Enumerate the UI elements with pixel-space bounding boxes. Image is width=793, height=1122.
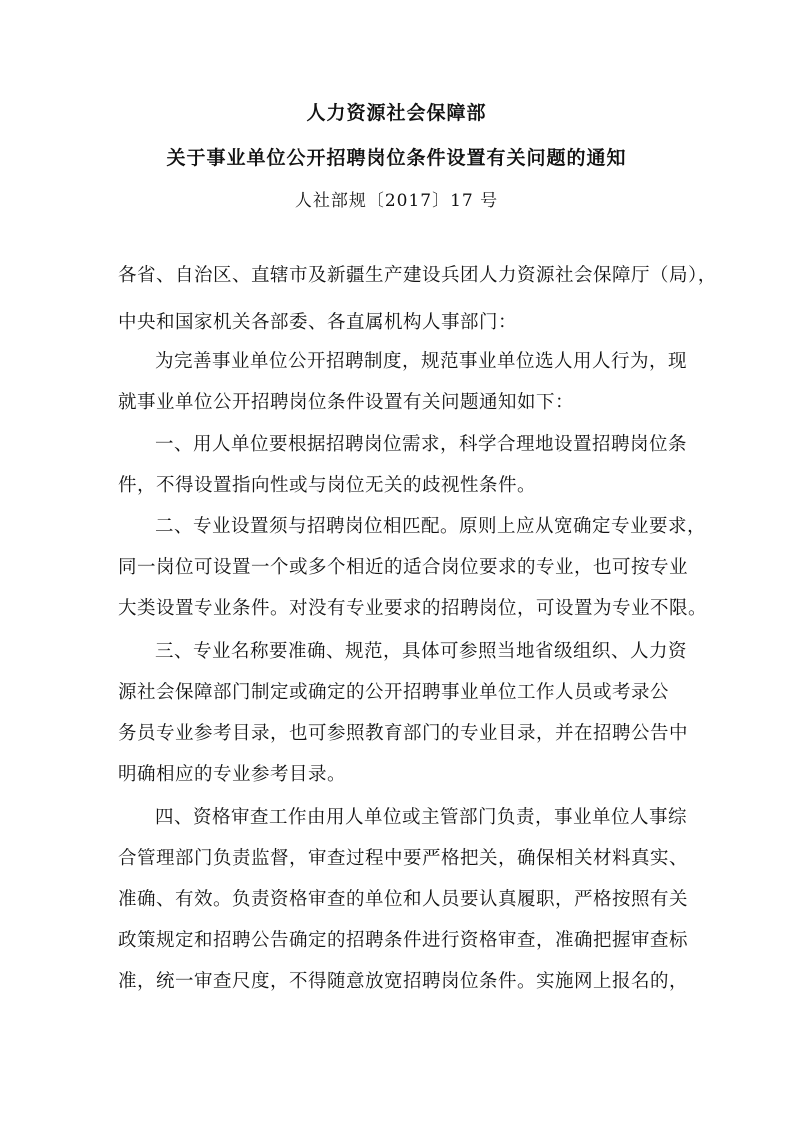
paragraph-line: 同一岗位可设置一个或多个相近的适合岗位要求的专业，也可按专业	[118, 557, 689, 578]
paragraph-line: 准，统一审查尺度，不得随意放宽招聘岗位条件。实施网上报名的，	[118, 971, 689, 992]
paragraph-line: 四、资格审查工作由用人单位或主管部门负责，事业单位人事综	[155, 807, 688, 828]
paragraph-line: 二、专业设置须与招聘岗位相匹配。原则上应从宽确定专业要求，	[155, 516, 707, 537]
paragraph-line: 准确、有效。负责资格审查的单位和人员要认真履职，严格按照有关	[118, 889, 689, 910]
paragraph-line: 大类设置专业条件。对没有专业要求的招聘岗位，可设置为专业不限。	[118, 598, 708, 619]
paragraph-line: 务员专业参考目录，也可参照教育部门的专业目录，并在招聘公告中	[118, 723, 689, 744]
document-title-line-1: 人力资源社会保障部	[306, 102, 487, 124]
paragraph-line: 政策规定和招聘公告确定的招聘条件进行资格审查，准确把握审查标	[118, 930, 689, 951]
salutation-line: 中央和国家机关各部委、各直属机构人事部门：	[118, 312, 518, 333]
paragraph-line: 就事业单位公开招聘岗位条件设置有关问题通知如下：	[118, 392, 575, 413]
paragraph-line: 三、专业名称要准确、规范，具体可参照当地省级组织、人力资	[155, 641, 688, 662]
paragraph-line: 明确相应的专业参考目录。	[118, 764, 347, 785]
document-number: 人社部规〔2017〕17 号	[294, 191, 499, 211]
salutation-line: 各省、自治区、直辖市及新疆生产建设兵团人力资源社会保障厅（局），	[118, 265, 717, 286]
paragraph-line: 件，不得设置指向性或与岗位无关的歧视性条件。	[118, 475, 537, 496]
paragraph-line: 一、用人单位要根据招聘岗位需求，科学合理地设置招聘岗位条	[155, 434, 688, 455]
paragraph-line: 源社会保障部门制定或确定的公开招聘事业单位工作人员或考录公	[118, 682, 670, 703]
paragraph-line: 为完善事业单位公开招聘制度，规范事业单位选人用人行为，现	[155, 351, 688, 372]
document-title-line-2: 关于事业单位公开招聘岗位条件设置有关问题的通知	[166, 147, 627, 169]
paragraph-line: 合管理部门负责监督，审查过程中要严格把关，确保相关材料真实、	[118, 848, 689, 869]
